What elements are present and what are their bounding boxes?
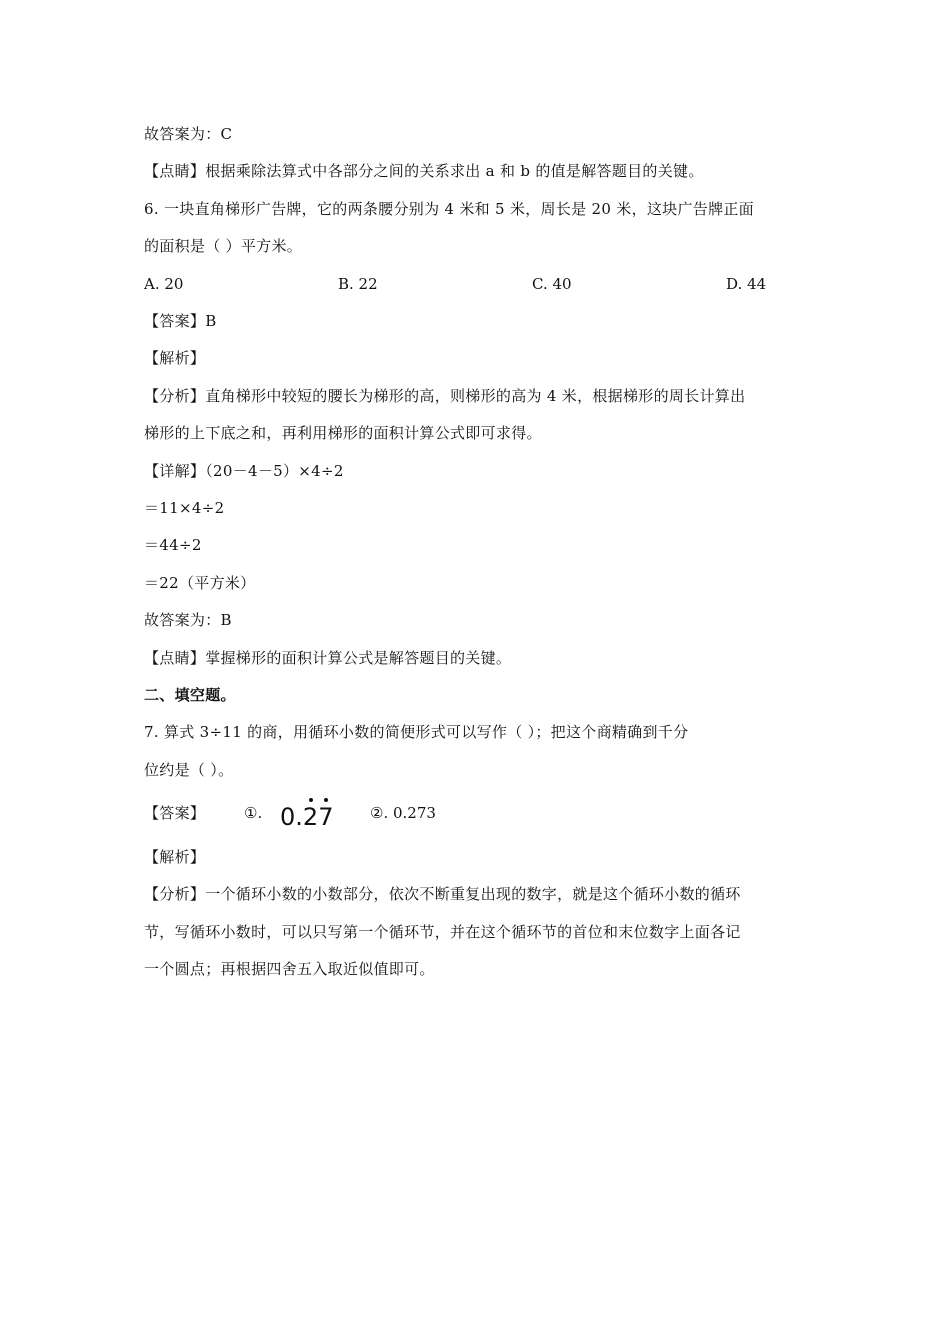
question-7-analysis-line2: 节，写循环小数时，可以只写第一个循环节，并在这个循环节的首位和末位数字上面各记 xyxy=(144,923,741,941)
section-heading-fill-in-blank: 二、填空题。 xyxy=(144,686,236,704)
option-d: D. 44 xyxy=(726,275,767,293)
previous-conclusion: 故答案为：C xyxy=(144,125,233,143)
recurring-dot-icon xyxy=(324,798,328,802)
recurring-digit-last xyxy=(318,802,333,832)
question-6-detail-line4: ＝22（平方米） xyxy=(144,574,256,592)
question-6-key-point: 【点睛】掌握梯形的面积计算公式是解答题目的关键。 xyxy=(144,649,512,667)
option-b: B. 22 xyxy=(338,275,378,293)
recurring-digit-first xyxy=(303,802,318,832)
question-6-text-line1: 6. 一块直角梯形广告牌，它的两条腰分别为 4 米和 5 米，周长是 20 米，这块广告牌正面 xyxy=(144,200,754,218)
question-7-analysis-line3: 一个圆点；再根据四舍五入取近似值即可。 xyxy=(144,960,435,978)
question-6-detail-line1: 【详解】（20－4－5）×4÷2 xyxy=(144,462,344,480)
question-6-analysis-line2: 梯形的上下底之和，再利用梯形的面积计算公式即可求得。 xyxy=(144,424,542,442)
question-7-analysis-line1: 【分析】一个循环小数的小数部分，依次不断重复出现的数字，就是这个循环小数的循环 xyxy=(144,885,741,903)
question-6-analysis-line1: 【分析】直角梯形中较短的腰长为梯形的高，则梯形的高为 4 米，根据梯形的周长计算出 xyxy=(144,387,746,405)
question-7-text-line2: 位约是（ ）。 xyxy=(144,761,234,779)
recurring-decimal-prefix: 0. xyxy=(280,803,303,831)
question-6-answer: 【答案】B xyxy=(144,312,217,330)
option-a: A. 20 xyxy=(144,275,184,293)
previous-key-point: 【点睛】根据乘除法算式中各部分之间的关系求出 a 和 b 的值是解答题目的关键。 xyxy=(144,162,704,180)
question-7-answer-label: 【答案】 xyxy=(144,804,206,822)
question-7-answer-2: ②. 0.273 xyxy=(370,804,436,822)
question-6-explanation-heading: 【解析】 xyxy=(144,349,206,367)
question-6-detail-line2: ＝11×4÷2 xyxy=(144,499,225,517)
question-6-text-line2: 的面积是（ ）平方米。 xyxy=(144,237,303,255)
recurring-digit-first-text: 2 xyxy=(302,803,319,831)
recurring-decimal xyxy=(280,802,333,832)
recurring-digit-last-text: 7 xyxy=(318,803,334,831)
question-7-answer-1-marker: ①. xyxy=(244,804,263,822)
question-7-text-line1: 7. 算式 3÷11 的商，用循环小数的简便形式可以写作（ ）；把这个商精确到千分 xyxy=(144,723,689,741)
question-6-conclusion: 故答案为：B xyxy=(144,611,232,629)
option-c: C. 40 xyxy=(532,275,572,293)
recurring-dot-icon xyxy=(309,798,313,802)
question-7-explanation-heading: 【解析】 xyxy=(144,848,206,866)
question-6-detail-line3: ＝44÷2 xyxy=(144,536,202,554)
